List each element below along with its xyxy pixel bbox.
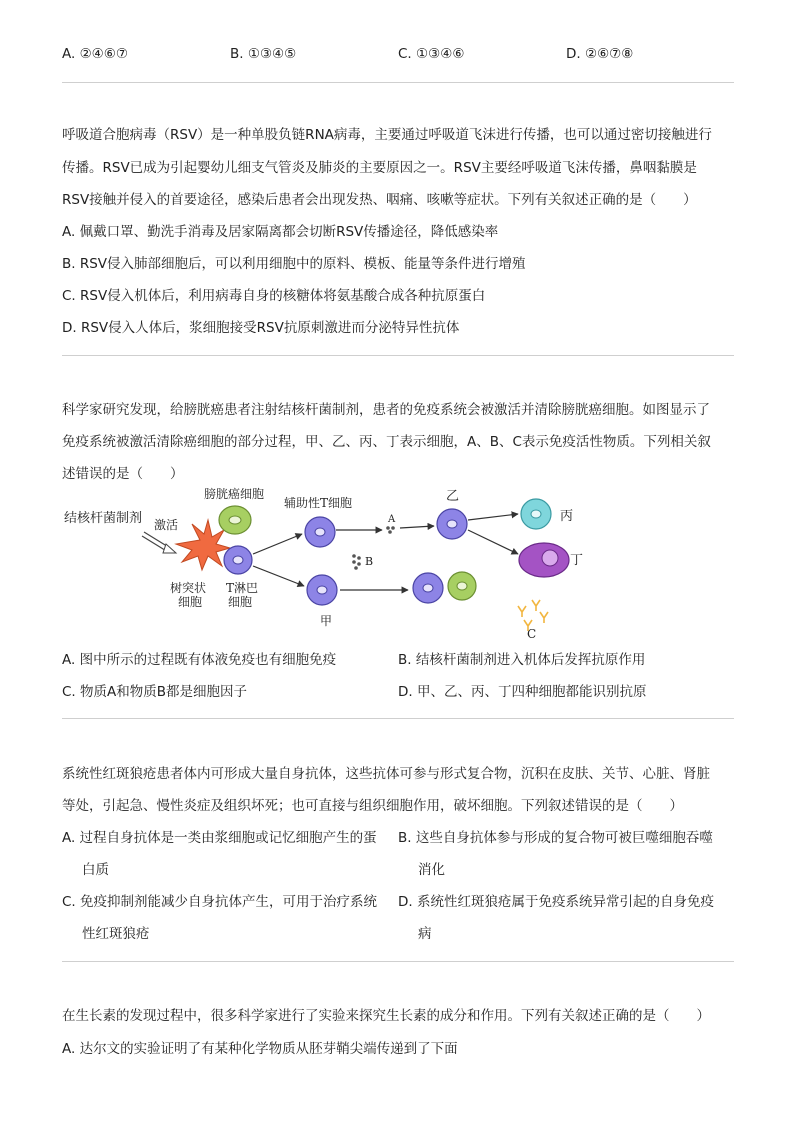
q2-option-d[interactable]: D. 甲、乙、丙、丁四种细胞都能识别抗原 xyxy=(398,684,647,700)
activate-arrow-icon xyxy=(142,532,176,553)
q3-option-c[interactable]: C. 免疫抑制剂能减少自身抗体产生，可用于治疗系统 xyxy=(62,894,378,910)
q0-option-c[interactable]: C. ①③④⑥ xyxy=(398,46,465,62)
substance-b-icon xyxy=(352,554,361,570)
q2-option-a[interactable]: A. 图中所示的过程既有体液免疫也有细胞免疫 xyxy=(62,652,337,668)
q2-stem-line: 述错误的是（ ） xyxy=(62,466,184,482)
ding-cell-icon xyxy=(519,543,569,577)
q3-stem-line: 系统性红斑狼疮患者体内可形成大量自身抗体，这些抗体可参与形式复合物，沉积在皮肤、关节、心脏、肾脏 xyxy=(62,766,710,782)
label-t-lymph-1: T淋巴 xyxy=(226,581,259,595)
label-activate: 激活 xyxy=(154,518,179,532)
effector-cell-icon xyxy=(413,573,443,603)
label-bcg: 结核杆菌制剂 xyxy=(64,511,143,526)
label-dendritic-1: 树突状 xyxy=(170,581,207,595)
immune-figure xyxy=(62,482,622,642)
q1-option-d[interactable]: D. RSV侵入人体后，浆细胞接受RSV抗原刺激进而分泌特异性抗体 xyxy=(62,320,460,336)
q0-option-b[interactable]: B. ①③④⑤ xyxy=(230,46,297,62)
q1-stem-line: 呼吸道合胞病毒（RSV）是一种单股负链RNA病毒，主要通过呼吸道飞沫进行传播，也可以通过密切接触进行 xyxy=(62,127,712,143)
label-t-lymph-2: 细胞 xyxy=(228,595,253,609)
q2-option-b[interactable]: B. 结核杆菌制剂进入机体后发挥抗原作用 xyxy=(398,652,646,668)
q2-option-c[interactable]: C. 物质A和物质B都是细胞因子 xyxy=(62,684,248,700)
q1-option-b[interactable]: B. RSV侵入肺部细胞后，可以利用细胞中的原料、模板、能量等条件进行增殖 xyxy=(62,256,526,272)
yi-cell-icon xyxy=(437,509,467,539)
label-dendritic-2: 细胞 xyxy=(178,595,203,609)
divider xyxy=(62,961,734,962)
q3-option-d-cont: 病 xyxy=(418,926,432,942)
divider xyxy=(62,355,734,356)
q3-option-b-cont: 消化 xyxy=(418,862,445,878)
q1-stem-line: RSV接触并侵入的首要途径，感染后患者会出现发热、咽痛、咳嗽等症状。下列有关叙述正确的是（ ） xyxy=(62,192,697,208)
bing-cell-icon xyxy=(521,499,551,529)
label-yi: 乙 xyxy=(446,489,460,504)
q1-option-c[interactable]: C. RSV侵入机体后，利用病毒自身的核糖体将氨基酸合成各种抗原蛋白 xyxy=(62,288,486,304)
t-lymphocyte-icon xyxy=(224,546,252,574)
q2-stem-line: 免疫系统被激活清除癌细胞的部分过程，甲、乙、丙、丁表示细胞，A、B、C表示免疫活性物质。下列相关叙 xyxy=(62,434,711,450)
q2-stem-line: 科学家研究发现，给膀胱癌患者注射结核杆菌制剂，患者的免疫系统会被激活并清除膀胱癌细胞。如图显示了 xyxy=(62,402,710,418)
divider xyxy=(62,82,734,83)
substance-a-icon xyxy=(386,526,395,534)
helper-t-cell-icon xyxy=(305,517,335,547)
q1-stem-line: 传播。RSV已成为引起婴幼儿细支气管炎及肺炎的主要原因之一。RSV主要经呼吸道飞沫传播，鼻咽黏膜是 xyxy=(62,160,697,176)
jia-cell-icon xyxy=(307,575,337,605)
label-substance-b: B xyxy=(365,555,374,568)
q3-option-a-cont: 白质 xyxy=(82,862,109,878)
q0-option-d[interactable]: D. ②⑥⑦⑧ xyxy=(566,46,634,62)
q3-option-d[interactable]: D. 系统性红斑狼疮属于免疫系统异常引起的自身免疫 xyxy=(398,894,714,910)
q4-stem-line: 在生长素的发现过程中，很多科学家进行了实验来探究生长素的成分和作用。下列有关叙述正确的是（ ） xyxy=(62,1008,710,1024)
label-bing: 丙 xyxy=(560,509,574,524)
label-helper-t: 辅助性T细胞 xyxy=(284,496,353,510)
q3-option-a[interactable]: A. 过程自身抗体是一类由浆细胞或记忆细胞产生的蛋 xyxy=(62,830,377,846)
label-substance-a: A xyxy=(388,514,396,525)
bladder-cancer-cell-icon xyxy=(219,506,251,534)
q3-stem-line: 等处，引起急、慢性炎症及组织坏死；也可直接与组织细胞作用，破坏细胞。下列叙述错误的是（ ） xyxy=(62,798,683,814)
target-cancer-cell-icon xyxy=(448,572,476,600)
q0-option-a[interactable]: A. ②④⑥⑦ xyxy=(62,46,128,62)
label-substance-c: C xyxy=(527,627,537,641)
label-bladder-cell: 膀胱癌细胞 xyxy=(204,487,265,501)
label-ding: 丁 xyxy=(570,553,584,568)
divider xyxy=(62,718,734,719)
flow-arrows xyxy=(253,514,518,590)
q3-option-b[interactable]: B. 这些自身抗体参与形成的复合物可被巨噬细胞吞噬 xyxy=(398,830,713,846)
q1-option-a[interactable]: A. 佩戴口罩、勤洗手消毒及居家隔离都会切断RSV传播途径，降低感染率 xyxy=(62,224,499,240)
label-jia: 甲 xyxy=(320,614,333,628)
q4-option-a[interactable]: A. 达尔文的实验证明了有某种化学物质从胚芽鞘尖端传递到了下面 xyxy=(62,1041,458,1057)
q3-option-c-cont: 性红斑狼疮 xyxy=(82,926,150,942)
